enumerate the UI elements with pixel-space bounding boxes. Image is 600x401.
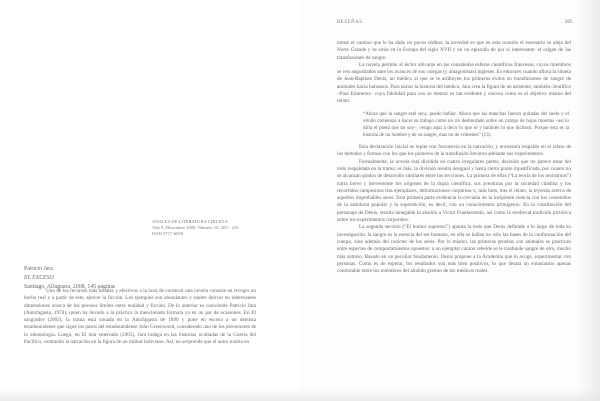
review-body-left (24, 288, 256, 346)
journal-issn: ISSN 0717-6058 (152, 231, 184, 236)
book-publication: Santiago, Alfaguara, 2008, 145 páginas (24, 284, 116, 290)
paragraph: La segunda sección (“El humor supremo”) apunta la tesis que Denis defiende a lo largo de toda su investigación: la sangre es la esencia del ser humano, en ella se hallan no sólo las bases de la conformación del cuerpo, sino además del carácter de los seres. Por lo mismo, las primeras pruebas con animales se practican entre especies de comportamientos opuestos: a un ejemplar canino rebelde se le trasfunde sangre de otro, mucho más sumiso. Basado en un peculiar fundamento, Denis propone a la Academia que lo acoge, experimentar con personas. Como es de esperar, los resultados son más bien positivos, lo que desata un entusiasmo apenas controlable entre los miembros del aludido gremio de los médicos reales. (337, 224, 571, 275)
paragraph: Formalmente, la novela está dividida en cuatro irregulares partes, decisión que no parece estar del todo respaldada en la trama; es más, la división resulta desigual y hasta cierto punto injustificada, por cuanto no se alcanzan grados de desarrollo similares entre las secciones. La primera de ellas (“La teoría de los monstruos”) narra breve y brevemente los orígenes de la dupla científica, sus aventuras por la sociedad citadina y los recorridos campesinos tras ejemplares, deformaciones corpóreas o, más bien, tras el relato, la leyenda acerca de aquellos improbables seres. Esta primera parte evidencia la cercanía de la incipiente ciencia con los contenidos de la sabiduría popular y la superstición, es decir, con un conocimiento primigenio. En la constitución del personaje de Denis, resulta innegable la alusión a Victor Frankenstein, así como la medieval tradición pictórica sobre los experimentos corporales. (337, 158, 571, 224)
journal-name: ANALES DE LITERATURA CHILENA (152, 219, 228, 224)
block-quote: “Ahora que la sangre está seca, puedo hablar. Ahora que las manchas fueron quitadas del suelo y el olvido comienza a hacer su trabajo como un río desbordado sobre un campo de hojas muertas –así lo diría el poeta que no soy–, vengo aquí a decir lo que sé y también lo que hicimos. Porque esta es la historia de un hombre y de su sangre, mas no de crímenes” (13). (363, 111, 569, 138)
page-number: 205 (565, 20, 573, 25)
book-title: EL EXCESO (24, 275, 54, 281)
journal-info (152, 219, 238, 237)
book-author: Patricio Jara (24, 266, 53, 272)
journal-issue: Año 9, Diciembre 2008, Número 10, 203 - 216 (152, 225, 239, 230)
paragraph: Esta declaración inicial se repite con frecuencia en la narración, y encuentra respaldo en el relato de los métodos y formas con los que los pioneros de la transfusión llevaron adelante sus experimentos. (337, 144, 571, 158)
paragraph: Uno de los recursos más usuales y efectivos a la hora de construir una novela consiste en recoger un hecho real y a partir de éste, ejercer la ficción. Los ejemplos son abundantes y suelen derivar en interesantes dimensiones acerca de los porosos límites entre realidad y ficción. De lo anterior es consciente Patricio Jara (Antofagasta, 1974), quien ha llevado a la práctica la mencionada fórmula ya en un par de ocasiones. En El sangrador (2002), la trama está situada en la Antofagasta de 1890 y pone en escena a un dentista estadounidense que sigue los pasos del estadounidense John Greenwood, considerado uno de los precursores de la odontología. Luego, en El mar enterrado (2005), Jara indaga en las historias ocultadas de la Guerra del Pacífico, centrando la narración en la figura de un militar boliviano. Así, no sorprende que el autor insista en (24, 288, 256, 346)
scan-shadow (0, 388, 600, 401)
paragraph: La novela permite al lector ubicarse en las consabidas esferas científicas francesas, cuyos miembros se ven angustiados ante los avances de sus colegas (y antagonistas) ingleses. Es entonces cuando aflora la silueta de Jean-Baptiste Denis, un médico al que se le atribuyen los primeros éxitos en transfusiones de sangre de animales hacia humanos. Para narrar la historia del médico, Jara crea la figura de un asistente, también científico –Paul Emmerez– cuya fidelidad para con su mentor es tan evidente y sincera como es el objetivo mismo del relato: (337, 61, 571, 105)
review-body-right (337, 40, 571, 275)
running-head: RESEÑAS (337, 20, 363, 25)
paragraph: tomar el camino que le ha dado no pocos réditos; la novedad es que en esta ocasión el escenario se aleja del Norte Grande y se sitúa en la Europa del siglo XVII y en un episodio de por sí interesante: el origen de las transfusiones de sangre. (337, 40, 571, 61)
